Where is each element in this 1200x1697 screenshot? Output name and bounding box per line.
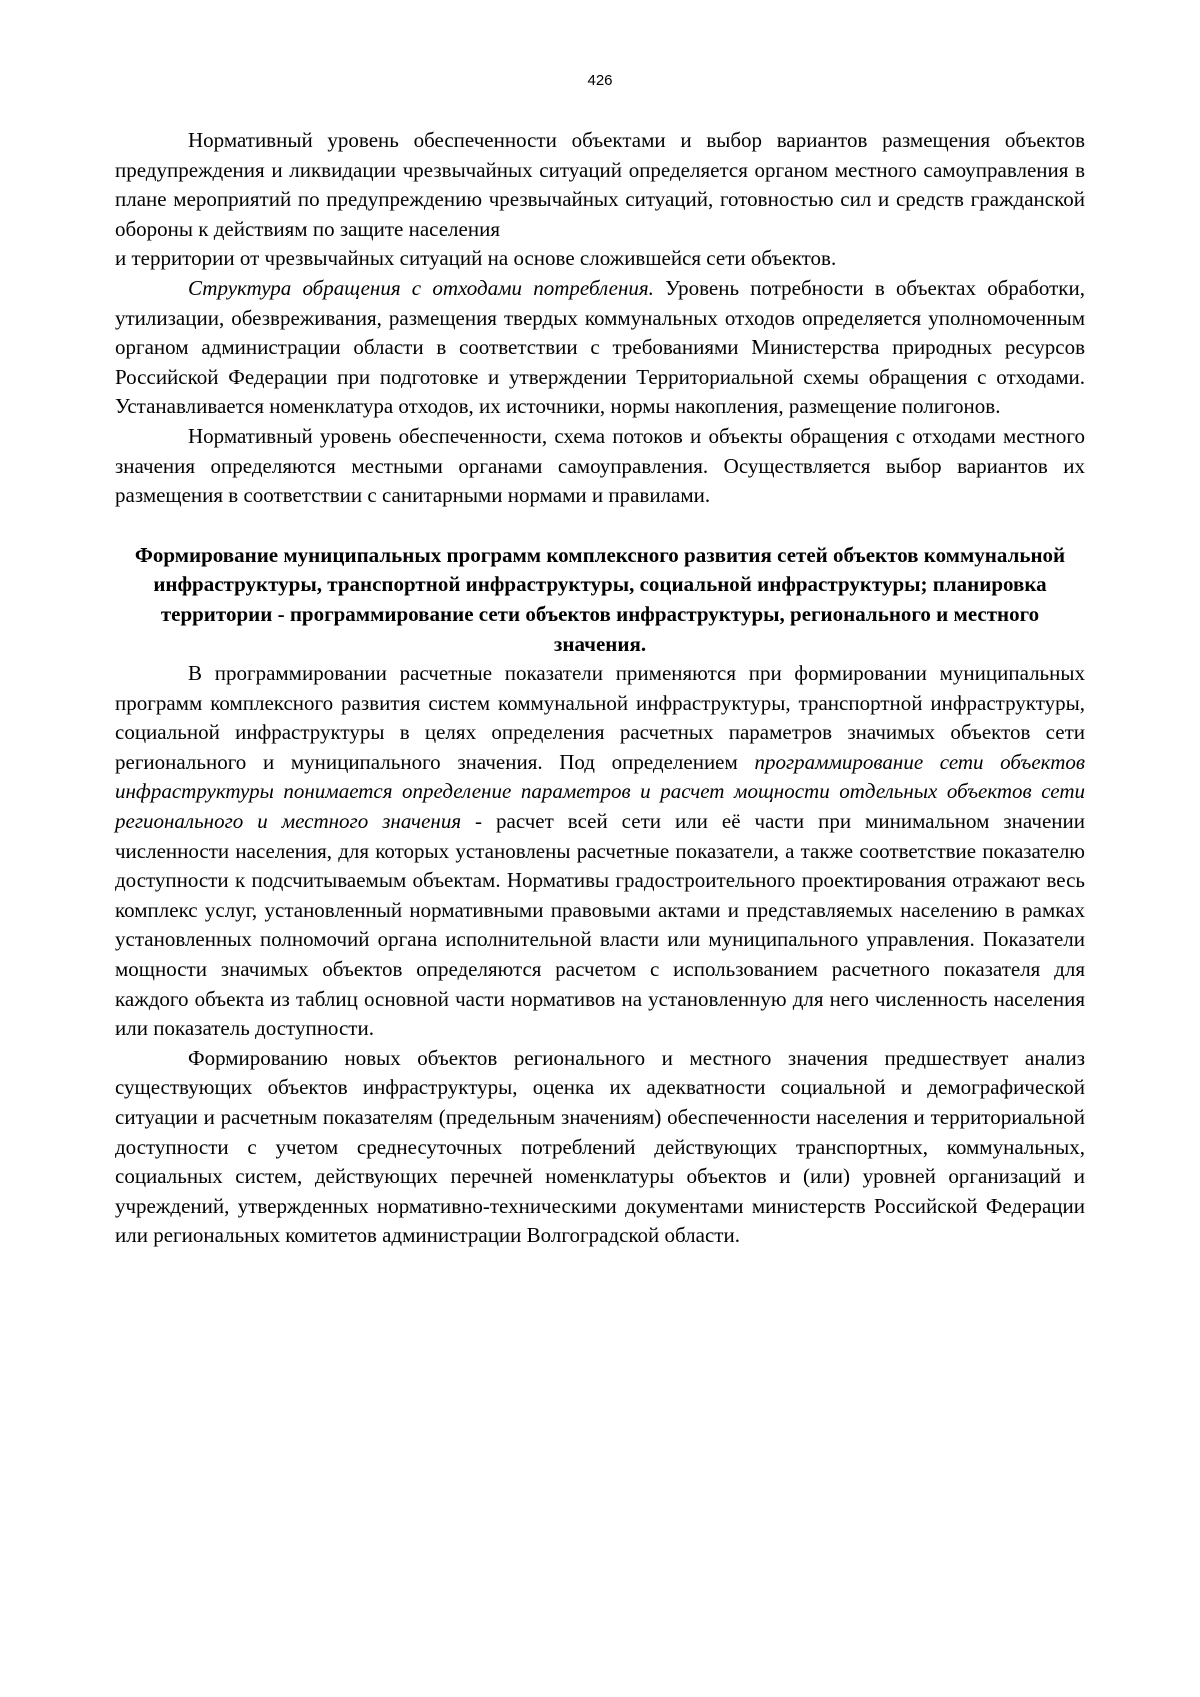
programming-definition-italic: программирование сети объектов инфраструктуры понимается определение параметров и расчет мощности отдельных объектов сети регионального и местного значения: [115, 749, 1085, 834]
programming-text-start: В программировании расчетные показатели применяются при формировании муниципальных программ комплексного развития систем коммунальной инфраструктуры, транспортной инфраструктуры, социальной инфраструктуры в целях определения расчетных параметров значимых объектов сети регионального и муниципального значения. Под определением: [115, 661, 1085, 774]
programming-text-end: - расчет всей сети или её части при минимальном значении численности населения, для которых установлены расчетные показатели, а также соответствие показателю доступности к подсчитываемым объектам. Нормативы градостроительного проектирования отражают весь комплекс услуг, установленный нормативными правовыми актами и представляемых населению в рамках установленных полномочий органа исполнительной власти или муниципального управления. Показатели мощности значимых объектов определяются расчетом с использованием расчетного показателя для каждого объекта из таблиц основной части нормативов на установленную для него численность населения или показатель доступности.: [115, 809, 1085, 1041]
paragraph-emergency-objects-continued: и территории от чрезвычайных ситуаций на основе сложившейся сети объектов.: [115, 246, 837, 271]
paragraph-programming: [115, 659, 1085, 1044]
paragraph-waste-structure: [115, 274, 1085, 422]
waste-structure-italic-lead: Структура обращения с отходами потребления.: [188, 275, 654, 300]
paragraph-new-objects: Формированию новых объектов регионального и местного значения предшествует анализ существующих объектов инфраструктуры, оценка их адекватности социальной и демографической ситуации и расчетным показателям (предельным значениям) обеспеченности населения и территориальной доступности с учетом среднесуточных потреблений действующих транспортных, коммунальных, социальных систем, действующих перечней номенклатуры объектов и (или) уровней организаций и учреждений, утвержденных нормативно-техническими документами министерств Российской Федерации или региональных комитетов администрации Волгоградской области.: [115, 1045, 1085, 1248]
paragraph-emergency-objects: Нормативный уровень обеспеченности объектами и выбор вариантов размещения объектов предупреждения и ликвидации чрезвычайных ситуаций определяется органом местного самоуправления в плане мероприятий по предупреждению чрезвычайных ситуаций, готовностью сил и средств гражданской обороны к действиям по защите населения: [115, 128, 1085, 241]
section-heading: Формирование муниципальных программ комплексного развития сетей объектов коммунальной инфраструктуры, транспортной инфраструктуры, социальной инфраструктуры; планировка территории - программирование сети объектов инфраструктуры, регионального и местного значения.: [134, 542, 1066, 656]
paragraph-waste-local: Нормативный уровень обеспеченности, схема потоков и объекты обращения с отходами местного значения определяются местными органами самоуправления. Осуществляется выбор вариантов их размещения в соответствии с санитарными нормами и правилами.: [115, 423, 1085, 508]
page-number: 426: [587, 72, 613, 89]
waste-structure-text: Уровень потребности в объектах обработки, утилизации, обезвреживания, размещения твердых коммунальных отходов определяется уполномоченным органом администрации области в соответствии с требованиями Министерства природных ресурсов Российской Федерации при подготовке и утверждении Территориальной схемы обращения с отходами. Устанавливается номенклатура отходов, их источники, нормы накопления, размещение полигонов.: [115, 275, 1085, 419]
document-body: [115, 126, 1085, 1251]
